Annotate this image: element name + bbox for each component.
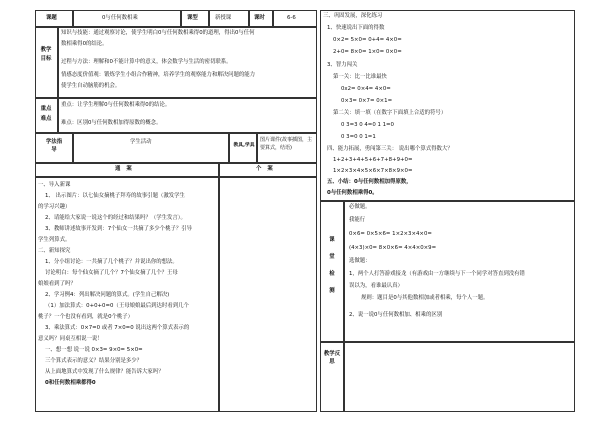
plan-line-19: 0和任何数相乘都得0 — [45, 380, 96, 386]
plan-line-18: 从上面地算式中发现了什么规律？能告诉大家吗？ — [45, 369, 164, 375]
plan-line-7: 二、新知探究 — [38, 248, 71, 254]
personal-body-cell — [219, 177, 317, 412]
plan-line-9: 讨论明白：每个仙女摘了几个？7个仙女摘了几个？王母 — [45, 270, 178, 276]
exercise-line-3: 0×2= 5×0= 0+4= 4×0= — [333, 37, 402, 43]
check-line-1: 必做题。 — [349, 204, 371, 210]
plan-heading: 通案 — [115, 166, 138, 172]
exercise-line-13: 1+2+3+4+5+6+7+8+9+0= — [333, 157, 413, 163]
plan-line-17: 三个算式表示的意义？结果分别是多少？ — [45, 358, 143, 364]
plan-line-2: 1、 出示图片：以七仙女摘桃子拜寿的故事引题（激发学生 — [45, 193, 185, 199]
check-line-7: 误以为，看谁最认真） — [349, 283, 403, 289]
check-line-3: 0×6= 0×5×6= 1×2×3×4×0= — [349, 231, 432, 237]
guidance-label: 学法指导 — [45, 139, 63, 153]
difficulty-point: 难点：区别0与任何数相加得原数的概念。 — [61, 120, 162, 126]
check-line-4: (4×3)×0= 8×0×6= 4×4×0×9= — [349, 245, 437, 251]
reflection-content-cell — [344, 342, 575, 412]
exercise-line-1: 三、巩固发展，深化练习 — [323, 13, 383, 19]
exercise-line-8: 0×3= 0×7= 0×1= — [341, 98, 393, 104]
exercise-line-11: 0 3=0 0 1=1 — [341, 134, 376, 140]
goals-line-4: 情感态度价值观：锻炼学生小组合作精神，培养学生的观察能力和解决问题的能力 — [61, 72, 256, 78]
plan-line-8: 1、分小组讨论：一共摘了几个桃子？并说出你的想法。 — [45, 259, 178, 265]
exercise-line-6: 第一关：比一比谁最快 — [333, 74, 387, 80]
plan-line-3: 的学习兴趣） — [38, 204, 71, 210]
exercise-line-9: 第二关：填一填（在数字下面填上合适的符号） — [333, 110, 447, 116]
exercise-line-5: 3、智力闯关 — [327, 62, 358, 68]
goals-line-3: 过程与方法：理解和0不能计算中的意义，体会数学与生活的密切联系。 — [61, 59, 232, 65]
type-label: 课型 — [187, 15, 198, 21]
exercise-line-15: 五、小结：0与任何数相加得原数， — [327, 179, 412, 185]
check-line-9: 2、说一说0与任何数相加、相乘的区别 — [349, 312, 443, 318]
type-value: 新授课 — [215, 15, 232, 21]
topic-label: 课题 — [46, 15, 57, 21]
plan-line-1: 一、导入新课 — [38, 182, 71, 188]
plan-line-4: 2、请能给大家说一说这个的经过和结果吗？（学生发言）。 — [45, 215, 186, 221]
goals-line-1: 知识与技能：通过观察讨论，使学生明白0与任何数相乘得0的道理，得出0与任何 — [61, 30, 255, 36]
tools-label: 教具,学具 — [233, 143, 255, 148]
plan-line-10: 娘娘看到了吗？ — [38, 281, 76, 287]
reflection-label: 教学反思 — [323, 351, 341, 365]
guidance-activity-cell — [73, 133, 229, 163]
plan-line-6: 学生列算式。 — [38, 237, 71, 243]
goals-label: 教学目标 — [40, 47, 52, 62]
goals-line-5: 使学生自动脑筋的机会。 — [61, 83, 121, 89]
exercise-line-12: 四、能力拓展，勇闯第三关： 说出哪个算式得数大？ — [327, 146, 453, 152]
goals-line-2: 数相乘得0的结论。 — [61, 41, 108, 47]
check-line-6: 1，两个人打答游戏接龙（有游戏由一方继续与下一个同学对答直到没有错 — [349, 271, 525, 277]
key-label: 重点难点 — [40, 106, 52, 122]
period-value: 6-6 — [287, 15, 296, 21]
check-line-5: 选做题： — [349, 258, 371, 264]
guidance-activity: 学生活动 — [130, 139, 152, 145]
exercise-line-4: 2+0= 8×0= 1×0= 0×0= — [333, 49, 402, 55]
plan-line-13: 桃子？一个也没有看到，就是0个桃子） — [38, 314, 134, 320]
plan-line-5: 3、教师讲述故事开发到：7个仙女一共摘了多少个桃子？引导 — [45, 226, 193, 232]
plan-line-14: 3、乘法算式：0×7=0 或者 7×0=0 说出这两个算式表示的 — [45, 325, 190, 331]
check-line-8: 规则：题目是0与其他数相加或者相乘，每个人一题。 — [361, 295, 489, 301]
exercise-line-16: 0与任何数相乘得0。 — [327, 190, 378, 196]
plan-line-12: （1）加法算式：0+0+0=0（王母娘娘最后到达时看到几个 — [45, 303, 189, 309]
check-label: 课堂检测 — [329, 237, 335, 294]
period-label: 课时 — [254, 15, 265, 21]
plan-line-15: 意义吗？同桌互相说一说！ — [38, 336, 103, 342]
tools-value: 图片课件(故事插图，主要算式，结语) — [260, 137, 312, 151]
plan-line-16: 一、想一想 说一说 0×3= 9×0= 5×0= — [45, 347, 143, 353]
personal-heading: 个案 — [256, 166, 279, 172]
exercise-line-2: 1、快速说出下面的得数 — [327, 25, 385, 31]
exercise-line-14: 1×2×3×4×5×6×7×8×9×0= — [333, 168, 413, 174]
check-line-2: 我能行 — [349, 217, 366, 223]
exercise-line-7: 0x2= 0×4= 4×0= — [341, 86, 391, 92]
topic-value: 0与任何数相乘 — [102, 15, 138, 21]
plan-line-11: 2、学习例4：列出解决问题的算式。(学生自己解决) — [45, 292, 170, 298]
key-point: 重点：让学生理解0与任何数相乘得0的结论。 — [61, 102, 171, 108]
exercise-line-10: 0 3=3 0 4=0 1 1=0 — [341, 122, 394, 128]
